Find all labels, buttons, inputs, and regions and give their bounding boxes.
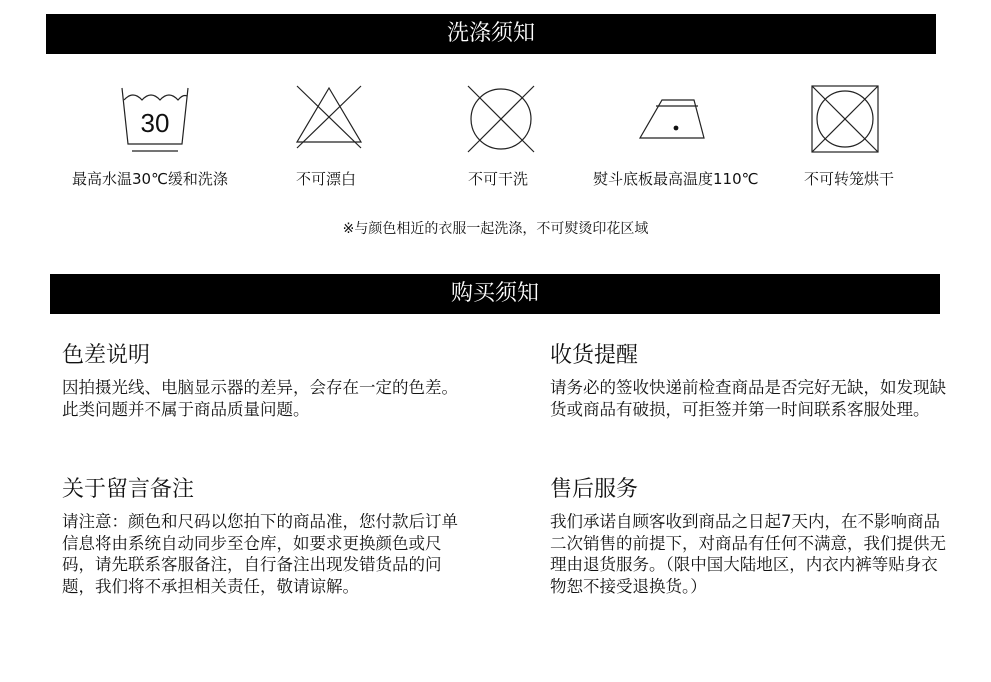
care-label-bleach: 不可漂白	[296, 170, 357, 188]
iron-low-icon	[638, 96, 708, 142]
section-title-delivery: 收货提醒	[550, 343, 639, 368]
wash-30-icon	[118, 82, 192, 154]
purchase-header	[50, 274, 940, 314]
section-body-color-diff: 因拍摄光线、电脑显示器的差异，会存在一定的色差。此类问题并不属于商品质量问题。	[62, 378, 458, 419]
care-label-iron: 熨斗底板最高温度110℃	[593, 170, 759, 188]
care-label-dry-clean: 不可干洗	[468, 170, 529, 188]
washing-header	[46, 14, 936, 54]
section-title-remarks: 关于留言备注	[62, 477, 195, 502]
no-bleach-icon	[293, 84, 365, 150]
section-body-after-sales: 我们承诺自顾客收到商品之日起7天内，在不影响商品二次销售的前提下，对商品有任何不满意，我们提供无理由退货服务。（限中国大陆地区，内衣内裤等贴身衣物恕不接受退换货。）	[550, 512, 946, 596]
washing-note: ※与颜色相近的衣服一起洗涤，不可熨烫印花区域	[342, 221, 649, 237]
washing-title: 洗涤须知	[446, 21, 535, 46]
no-tumble-dry-icon	[808, 82, 882, 156]
purchase-title: 购买须知	[450, 281, 539, 306]
care-label-tumble-dry: 不可转笼烘干	[804, 170, 895, 188]
care-label-wash: 最高水温30℃缓和洗涤	[72, 170, 228, 188]
section-body-remarks: 请注意：颜色和尺码以您拍下的商品准，您付款后订单信息将由系统自动同步至仓库，如要求更换颜色或尺码，请先联系客服备注，自行备注出现发错货品的问题，我们将不承担相关责任，敬请谅解。	[62, 512, 458, 596]
section-body-delivery: 请务必的签收快递前检查商品是否完好无缺，如发现缺货或商品有破损，可拒签并第一时间联系客服处理。	[550, 378, 946, 419]
section-title-color-diff: 色差说明	[62, 343, 151, 368]
no-dry-clean-icon	[464, 82, 538, 156]
section-title-after-sales: 售后服务	[550, 477, 639, 502]
wash-temperature: 30	[140, 108, 170, 138]
